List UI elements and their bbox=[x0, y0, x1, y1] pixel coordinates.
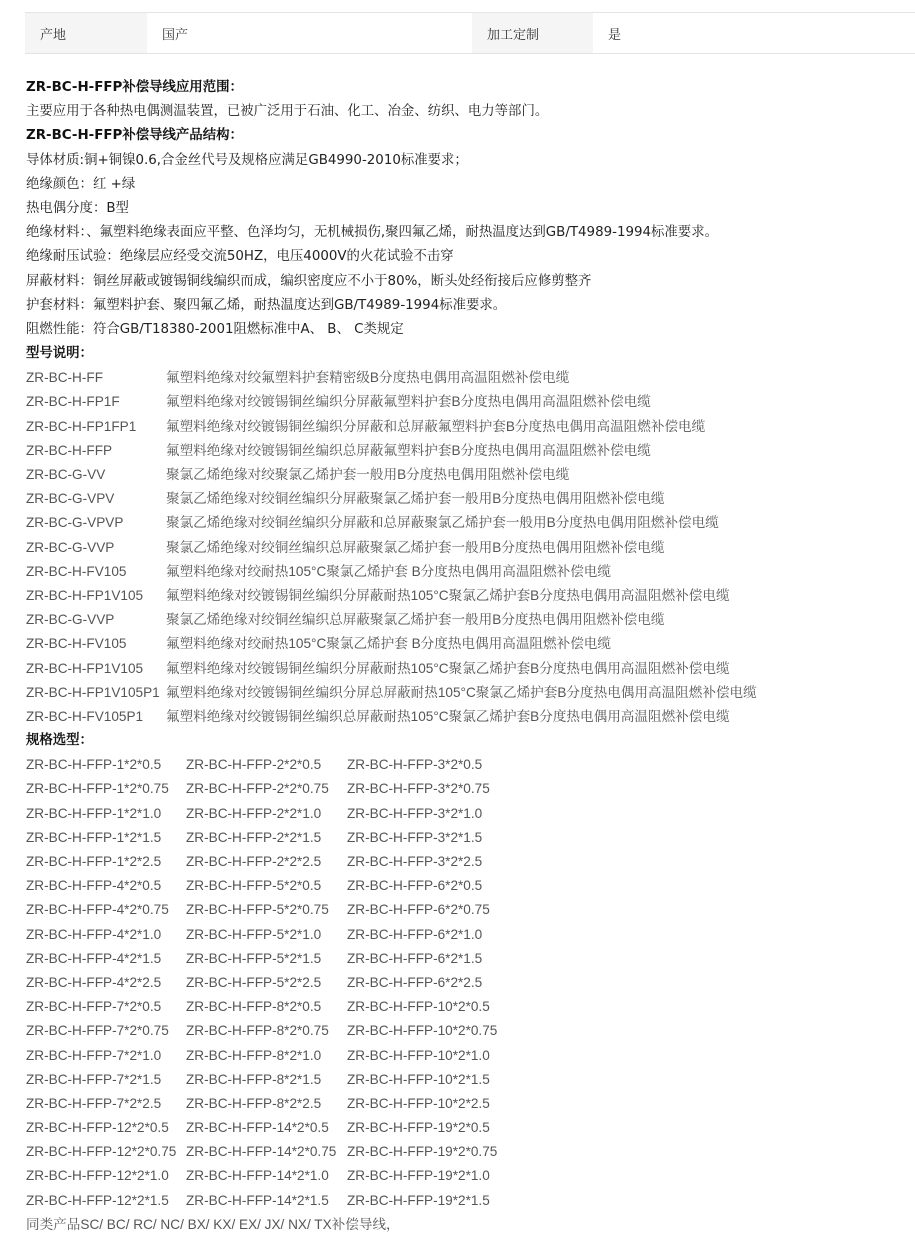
spec-item: ZR-BC-H-FFP-4*2*2.5 bbox=[26, 974, 162, 990]
model-code: ZR-BC-H-FP1V105 bbox=[26, 660, 144, 676]
application-title: ZR-BC-H-FFP补偿导线应用范围： bbox=[26, 80, 243, 95]
spec-item: ZR-BC-H-FFP-2*2*2.5 bbox=[186, 854, 322, 869]
model-code: ZR-BC-H-FP1F bbox=[26, 394, 120, 410]
model-row bbox=[26, 390, 906, 414]
spec-row bbox=[26, 802, 906, 826]
structure-line: 热电偶分度：B型 bbox=[26, 200, 129, 216]
model-description: 氟塑料绝缘对绞镀锡铜丝编织总屏蔽耐热105°C聚氯乙烯护套B分度热电偶用高温阻燃补偿电缆 bbox=[166, 708, 730, 724]
spec-item: ZR-BC-H-FFP-6*2*0.5 bbox=[347, 878, 483, 894]
custom-value: 是 bbox=[593, 13, 915, 53]
custom-label: 加工定制 bbox=[472, 13, 593, 53]
spec-row bbox=[26, 1068, 906, 1092]
model-row bbox=[26, 681, 906, 705]
spec-item: ZR-BC-H-FFP-10*2*0.5 bbox=[347, 999, 490, 1015]
spec-item: ZR-BC-H-FFP-8*2*1.5 bbox=[186, 1071, 322, 1087]
spec-item: ZR-BC-H-FFP-6*2*0.75 bbox=[347, 902, 490, 918]
model-code: ZR-BC-G-VPVP bbox=[26, 515, 124, 531]
product-attributes-table bbox=[25, 13, 915, 54]
model-description: 聚氯乙烯绝缘对绞铜丝编织分屏蔽和总屏蔽聚氯乙烯护套一般用B分度热电偶用阻燃补偿电缆 bbox=[166, 515, 719, 531]
spec-item: ZR-BC-H-FFP-5*2*2.5 bbox=[186, 974, 322, 990]
model-code: ZR-BC-G-VV bbox=[26, 467, 106, 482]
spec-row bbox=[26, 1116, 906, 1140]
spec-item: ZR-BC-H-FFP-7*2*2.5 bbox=[26, 1095, 162, 1111]
model-description: 聚氯乙烯绝缘对绞铜丝编织分屏蔽聚氯乙烯护套一般用B分度热电偶用阻燃补偿电缆 bbox=[166, 491, 665, 507]
structure-title: ZR-BC-H-FFP补偿导线产品结构： bbox=[26, 128, 243, 144]
model-description: 氟塑料绝缘对绞镀锡铜丝编织分屏蔽氟塑料护套B分度热电偶用高温阻燃补偿电缆 bbox=[166, 394, 651, 410]
structure-line: 阻燃性能：符合GB/T18380-2001阻燃标准中A、 B、 C类规定 bbox=[26, 321, 404, 337]
spec-item: ZR-BC-H-FFP-12*2*1.0 bbox=[26, 1168, 169, 1184]
spec-item: ZR-BC-H-FFP-8*2*2.5 bbox=[186, 1095, 322, 1111]
model-description: 聚氯乙烯绝缘对绞铜丝编织总屏蔽聚氯乙烯护套一般用B分度热电偶用阻燃补偿电缆 bbox=[166, 612, 665, 628]
specs-list bbox=[26, 753, 906, 1213]
spec-item: ZR-BC-H-FFP-7*2*1.0 bbox=[26, 1047, 162, 1063]
spec-item: ZR-BC-H-FFP-12*2*0.5 bbox=[26, 1120, 169, 1136]
model-code: ZR-BC-H-FV105 bbox=[26, 636, 127, 652]
spec-row bbox=[26, 898, 906, 922]
spec-item: ZR-BC-H-FFP-14*2*0.5 bbox=[186, 1120, 329, 1136]
spec-row bbox=[26, 1140, 906, 1164]
spec-item: ZR-BC-H-FFP-4*2*0.5 bbox=[26, 878, 162, 894]
model-code: ZR-BC-G-VVP bbox=[26, 539, 115, 555]
spec-item: ZR-BC-H-FFP-12*2*1.5 bbox=[26, 1192, 169, 1208]
model-description: 氟塑料绝缘对绞镀锡铜丝编织分屏蔽耐热105°C聚氯乙烯护套B分度热电偶用高温阻燃补偿电缆 bbox=[166, 587, 730, 603]
spec-item: ZR-BC-H-FFP-2*2*0.5 bbox=[186, 757, 322, 773]
spec-item: ZR-BC-H-FFP-7*2*0.5 bbox=[26, 999, 162, 1015]
spec-row bbox=[26, 1019, 906, 1043]
spec-item: ZR-BC-H-FFP-5*2*0.75 bbox=[186, 902, 329, 918]
spec-item: ZR-BC-H-FFP-12*2*0.75 bbox=[26, 1144, 177, 1160]
model-code: ZR-BC-H-FP1V105P1 bbox=[26, 684, 160, 700]
spec-item: ZR-BC-H-FFP-4*2*1.5 bbox=[26, 950, 162, 966]
spec-item: ZR-BC-H-FFP-10*2*0.75 bbox=[347, 1023, 498, 1039]
model-code: ZR-BC-H-FV105P1 bbox=[26, 708, 144, 724]
spec-item: ZR-BC-H-FFP-8*2*1.0 bbox=[186, 1047, 322, 1063]
model-code: ZR-BC-G-VVP bbox=[26, 612, 115, 628]
model-row bbox=[26, 463, 906, 487]
spec-item: ZR-BC-H-FFP-3*2*0.5 bbox=[347, 757, 483, 773]
spec-item: ZR-BC-H-FFP-19*2*1.0 bbox=[347, 1168, 490, 1184]
spec-item: ZR-BC-H-FFP-10*2*2.5 bbox=[347, 1095, 490, 1111]
spec-row bbox=[26, 923, 906, 947]
spec-item: ZR-BC-H-FFP-7*2*1.5 bbox=[26, 1071, 162, 1087]
spec-row bbox=[26, 947, 906, 971]
model-row bbox=[26, 536, 906, 560]
spec-item: ZR-BC-H-FFP-3*2*1.5 bbox=[347, 829, 483, 845]
model-description: 氟塑料绝缘对绞氟塑料护套精密级B分度热电偶用高温阻燃补偿电缆 bbox=[166, 370, 570, 386]
spec-item: ZR-BC-H-FFP-5*2*1.0 bbox=[186, 926, 322, 942]
model-row bbox=[26, 366, 906, 390]
spec-item: ZR-BC-H-FFP-1*2*0.75 bbox=[26, 781, 169, 797]
spec-item: ZR-BC-H-FFP-1*2*1.5 bbox=[26, 829, 162, 845]
spec-item: ZR-BC-H-FFP-3*2*1.0 bbox=[347, 805, 483, 821]
spec-item: ZR-BC-H-FFP-5*2*0.5 bbox=[186, 878, 322, 894]
spec-row bbox=[26, 850, 906, 874]
spec-item: ZR-BC-H-FFP-7*2*0.75 bbox=[26, 1023, 169, 1039]
spec-item: ZR-BC-H-FFP-3*2*0.75 bbox=[347, 781, 490, 797]
spec-item: ZR-BC-H-FFP-4*2*1.0 bbox=[26, 926, 162, 942]
spec-item: ZR-BC-H-FFP-1*2*1.0 bbox=[26, 805, 162, 821]
structure-line: 导体材质:铜+铜镍0.6,合金丝代号及规格应满足GB4990-2010标准要求； bbox=[26, 152, 468, 168]
model-row bbox=[26, 560, 906, 584]
footer-text: 同类产品SC/ BC/ RC/ NC/ BX/ KX/ EX/ JX/ NX/ TX补偿导线， bbox=[26, 1216, 400, 1232]
specs-title: 规格选型： bbox=[26, 733, 93, 749]
spec-item: ZR-BC-H-FFP-6*2*1.0 bbox=[347, 926, 483, 942]
model-description: 氟塑料绝缘对绞镀锡铜丝编织总屏蔽氟塑料护套B分度热电偶用高温阻燃补偿电缆 bbox=[166, 442, 651, 458]
model-description: 氟塑料绝缘对绞镀锡铜丝编织分屏总屏蔽耐热105°C聚氯乙烯护套B分度热电偶用高温阻燃补偿电缆 bbox=[166, 684, 757, 700]
model-code: ZR-BC-H-FFP bbox=[26, 442, 113, 458]
origin-value: 国产 bbox=[147, 13, 472, 53]
model-description: 氟塑料绝缘对绞镀锡铜丝编织分屏蔽耐热105°C聚氯乙烯护套B分度热电偶用高温阻燃补偿电缆 bbox=[166, 660, 730, 676]
spec-row bbox=[26, 995, 906, 1019]
spec-item: ZR-BC-H-FFP-14*2*1.0 bbox=[186, 1168, 329, 1184]
structure-line: 绝缘颜色：红 +绿 bbox=[26, 176, 136, 192]
spec-item: ZR-BC-H-FFP-19*2*0.5 bbox=[347, 1120, 490, 1136]
model-row bbox=[26, 632, 906, 656]
spec-item: ZR-BC-H-FFP-5*2*1.5 bbox=[186, 950, 322, 966]
models-list bbox=[26, 366, 906, 729]
model-row bbox=[26, 657, 906, 681]
model-description: 氟塑料绝缘对绞镀锡铜丝编织分屏蔽和总屏蔽氟塑料护套B分度热电偶用高温阻燃补偿电缆 bbox=[166, 418, 706, 434]
spec-row bbox=[26, 1164, 906, 1188]
model-code: ZR-BC-H-FF bbox=[26, 370, 104, 386]
model-row bbox=[26, 487, 906, 511]
spec-item: ZR-BC-H-FFP-4*2*0.75 bbox=[26, 902, 169, 918]
spec-item: ZR-BC-H-FFP-6*2*1.5 bbox=[347, 950, 483, 966]
spec-item: ZR-BC-H-FFP-14*2*1.5 bbox=[186, 1192, 329, 1208]
model-description: 聚氯乙烯绝缘对绞聚氯乙烯护套一般用B分度热电偶用阻燃补偿电缆 bbox=[166, 467, 570, 482]
spec-row bbox=[26, 971, 906, 995]
spec-item: ZR-BC-H-FFP-10*2*1.5 bbox=[347, 1071, 490, 1087]
spec-item: ZR-BC-H-FFP-14*2*0.75 bbox=[186, 1144, 337, 1160]
model-row bbox=[26, 705, 906, 729]
spec-row bbox=[26, 1189, 906, 1213]
spec-item: ZR-BC-H-FFP-6*2*2.5 bbox=[347, 974, 483, 990]
spec-item: ZR-BC-H-FFP-2*2*1.5 bbox=[186, 829, 322, 845]
structure-list bbox=[26, 149, 906, 343]
model-row bbox=[26, 511, 906, 535]
model-description: 聚氯乙烯绝缘对绞铜丝编织总屏蔽聚氯乙烯护套一般用B分度热电偶用阻燃补偿电缆 bbox=[166, 539, 665, 555]
structure-line: 护套材料：氟塑料护套、聚四氟乙烯，耐热温度达到GB/T4989-1994标准要求。 bbox=[26, 297, 507, 313]
spec-row bbox=[26, 753, 906, 777]
spec-row bbox=[26, 1044, 906, 1068]
model-code: ZR-BC-G-VPV bbox=[26, 491, 115, 507]
model-code: ZR-BC-H-FV105 bbox=[26, 563, 127, 579]
structure-line: 绝缘耐压试验：绝缘层应经受交流50HZ，电压4000V的火花试验不击穿 bbox=[26, 249, 454, 265]
spec-item: ZR-BC-H-FFP-3*2*2.5 bbox=[347, 854, 483, 869]
model-row bbox=[26, 439, 906, 463]
structure-line: 屏蔽材料：铜丝屏蔽或镀锡铜线编织而成，编织密度应不小于80%，断头处经衔接后应修剪整齐 bbox=[26, 273, 592, 289]
model-description: 氟塑料绝缘对绞耐热105°C聚氯乙烯护套 B分度热电偶用高温阻燃补偿电缆 bbox=[166, 563, 611, 579]
model-code: ZR-BC-H-FP1FP1 bbox=[26, 418, 137, 434]
spec-item: ZR-BC-H-FFP-8*2*0.5 bbox=[186, 999, 322, 1015]
models-title: 型号说明： bbox=[26, 346, 93, 362]
spec-item: ZR-BC-H-FFP-2*2*1.0 bbox=[186, 805, 322, 821]
product-description bbox=[26, 76, 906, 1237]
model-row bbox=[26, 608, 906, 632]
spec-item: ZR-BC-H-FFP-19*2*1.5 bbox=[347, 1192, 490, 1208]
spec-item: ZR-BC-H-FFP-1*2*2.5 bbox=[26, 854, 162, 869]
model-code: ZR-BC-H-FP1V105 bbox=[26, 587, 144, 603]
spec-row bbox=[26, 826, 906, 850]
origin-label: 产地 bbox=[25, 13, 147, 53]
spec-item: ZR-BC-H-FFP-1*2*0.5 bbox=[26, 757, 162, 773]
spec-row bbox=[26, 777, 906, 801]
structure-line: 绝缘材料：、氟塑料绝缘表面应平整、色泽均匀，无机械损伤,聚四氟乙烯，耐热温度达到GB/T4989-1994标准要求。 bbox=[26, 225, 718, 241]
model-description: 氟塑料绝缘对绞耐热105°C聚氯乙烯护套 B分度热电偶用高温阻燃补偿电缆 bbox=[166, 636, 611, 652]
spec-row bbox=[26, 874, 906, 898]
model-row bbox=[26, 584, 906, 608]
spec-item: ZR-BC-H-FFP-2*2*0.75 bbox=[186, 781, 329, 797]
spec-row bbox=[26, 1092, 906, 1116]
application-text: 主要应用于各种热电偶测温装置，已被广泛用于石油、化工、冶金、纺织、电力等部门。 bbox=[26, 104, 549, 120]
spec-item: ZR-BC-H-FFP-10*2*1.0 bbox=[347, 1047, 490, 1063]
spec-item: ZR-BC-H-FFP-19*2*0.75 bbox=[347, 1144, 498, 1160]
model-row bbox=[26, 415, 906, 439]
spec-item: ZR-BC-H-FFP-8*2*0.75 bbox=[186, 1023, 329, 1039]
